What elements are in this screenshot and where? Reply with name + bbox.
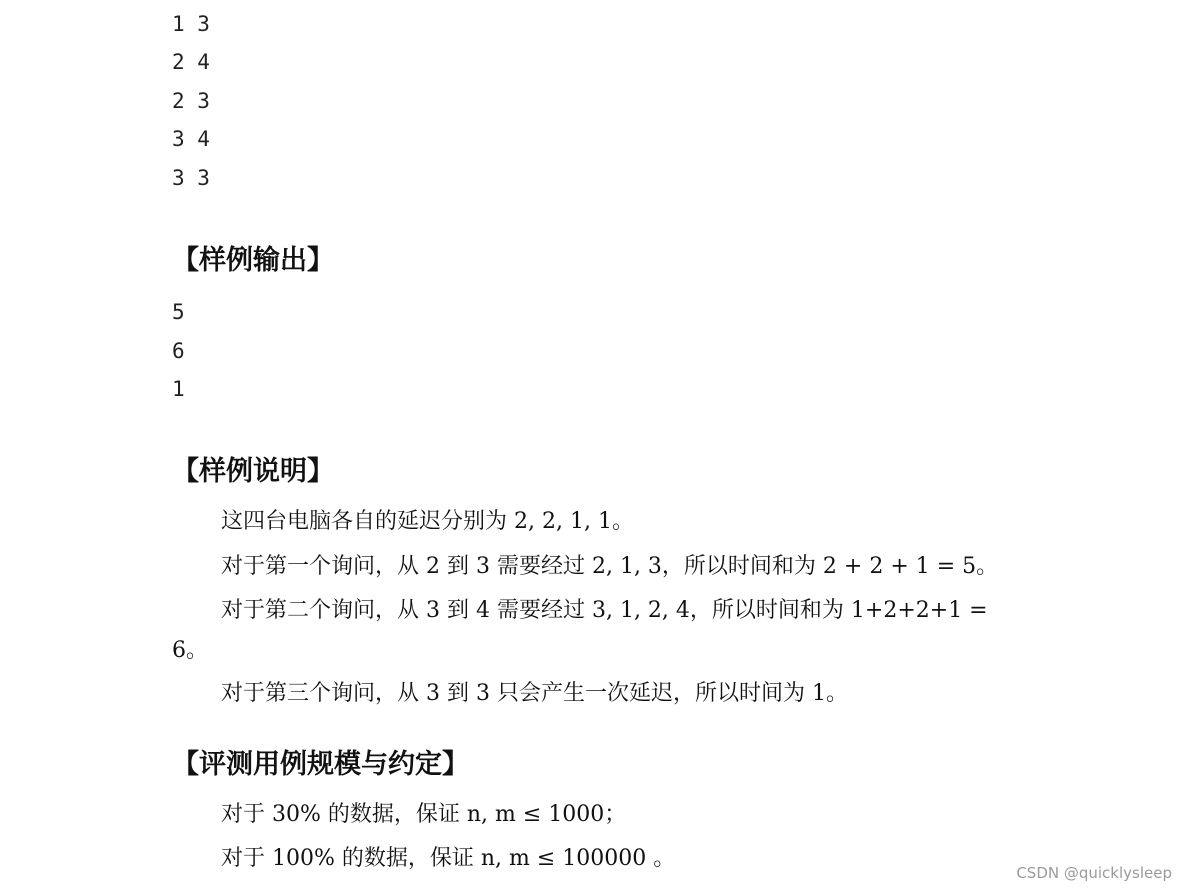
sample-input-line-5: 3 3 <box>172 166 210 190</box>
explanation-paragraph-4: 对于第三个询问，从 3 到 3 只会产生一次延迟，所以时间为 1。 <box>221 681 848 706</box>
sample-output-line-2: 6 <box>172 339 185 363</box>
sample-explanation-heading: 【样例说明】 <box>172 456 334 487</box>
sample-output-line-3: 1 <box>172 377 185 401</box>
sample-output-heading: 【样例输出】 <box>172 245 334 276</box>
explanation-paragraph-3-line-1: 对于第二个询问，从 3 到 4 需要经过 3, 1, 2, 4，所以时间和为 1+2+2+1 = <box>221 598 988 623</box>
sample-input-line-4: 3 4 <box>172 127 210 151</box>
constraints-heading: 【评测用例规模与约定】 <box>172 749 469 780</box>
sample-input-line-3: 2 3 <box>172 89 210 113</box>
sample-input-line-1: 1 3 <box>172 12 210 36</box>
sample-output-line-1: 5 <box>172 300 185 324</box>
csdn-watermark: CSDN @quicklysleep <box>1016 864 1172 882</box>
sample-input-line-2: 2 4 <box>172 50 210 74</box>
explanation-paragraph-2: 对于第一个询问，从 2 到 3 需要经过 2, 1, 3，所以时间和为 2 + 2 + 1 = 5。 <box>221 554 999 579</box>
constraint-2: 对于 100% 的数据，保证 n, m ≤ 100000 。 <box>221 846 676 871</box>
explanation-paragraph-1: 这四台电脑各自的延迟分别为 2, 2, 1, 1。 <box>221 509 634 534</box>
explanation-paragraph-3-line-2: 6。 <box>172 638 208 663</box>
constraint-1: 对于 30% 的数据，保证 n, m ≤ 1000； <box>221 802 627 827</box>
